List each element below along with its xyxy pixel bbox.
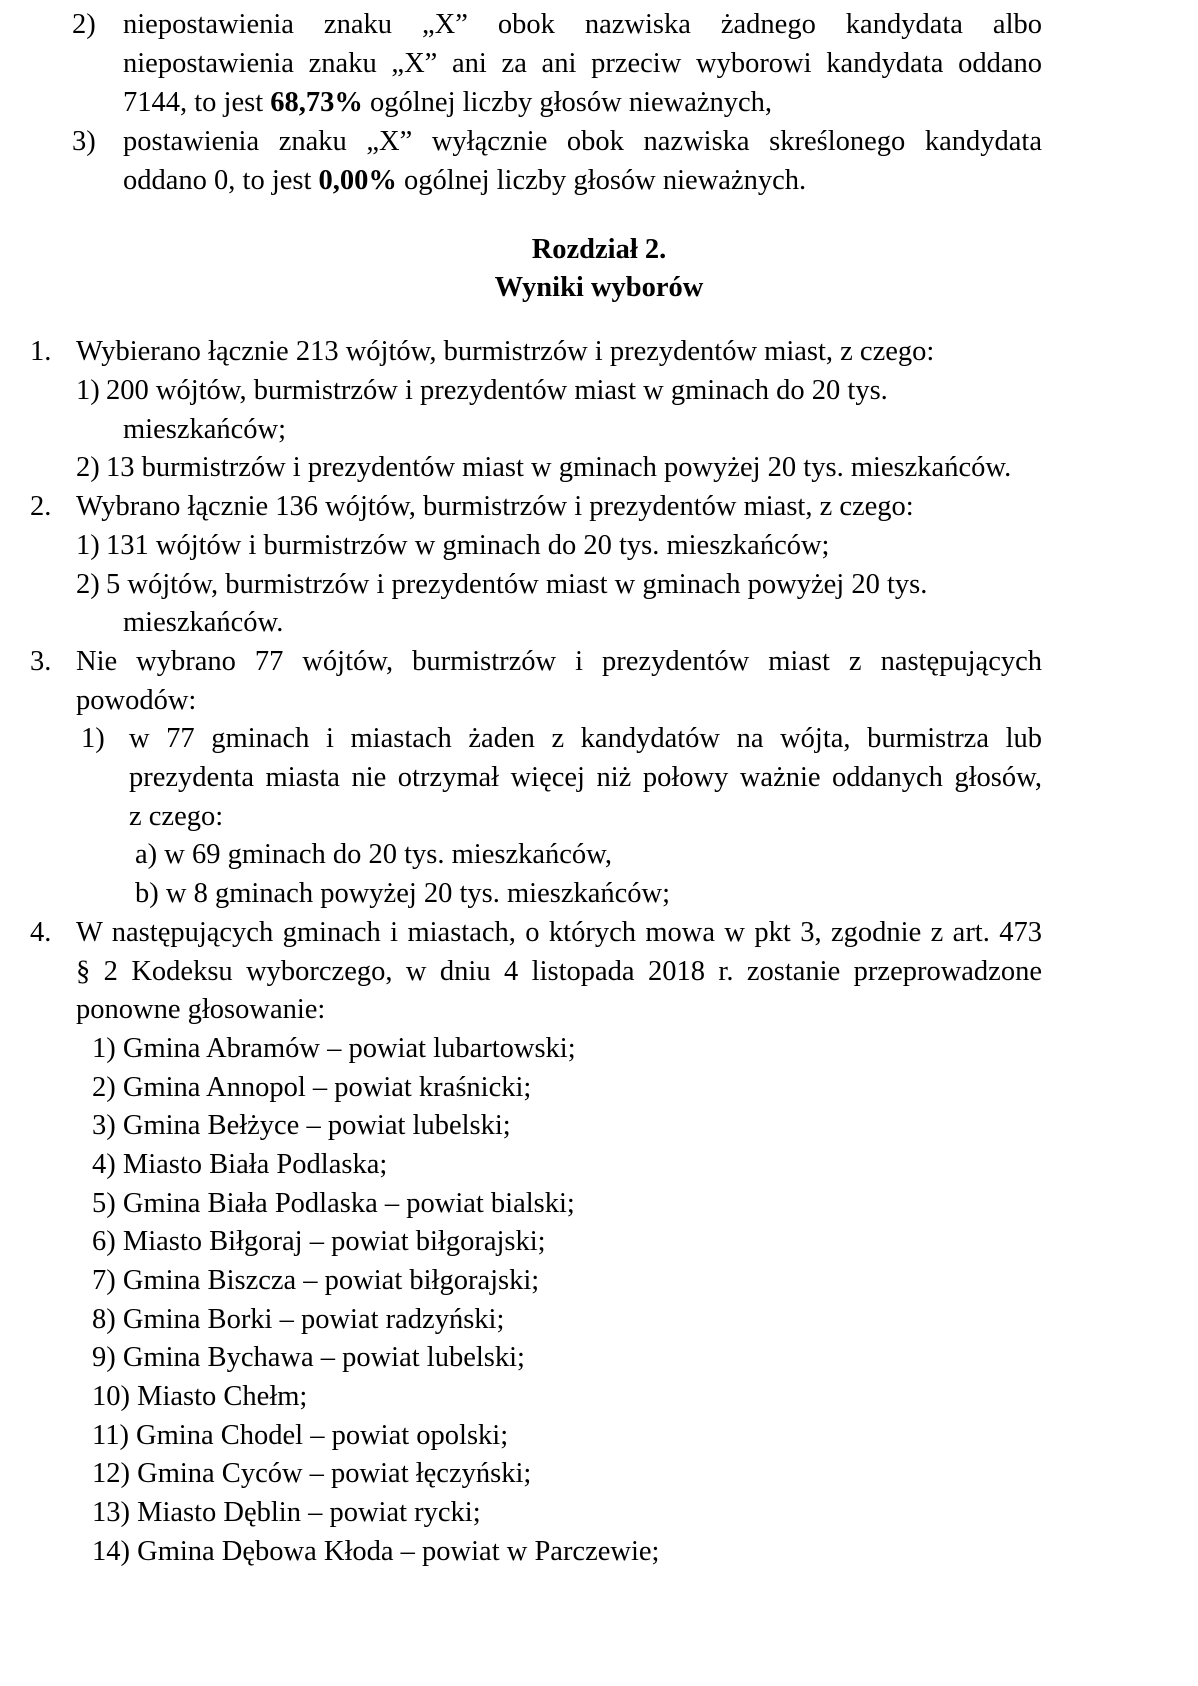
text-line: 13 burmistrzów i prezydentów miast w gminach powyżej 20 tys. mieszkańców. (106, 452, 1012, 483)
text-segment: 7144, to jest (123, 87, 271, 118)
point-number: 2. (30, 491, 52, 522)
text-line: prezydenta miasta nie otrzymał więcej niż połowy ważnie oddanych głosów, (129, 762, 1042, 793)
percentage-value: 0,00% (318, 165, 397, 196)
text-segment: oddano 0, to jest (123, 165, 319, 196)
text-line: powodów: (76, 685, 197, 716)
sub-number: 2) (76, 452, 100, 483)
text-line: ponowne głosowanie: (76, 994, 326, 1025)
municipality-entry: 12) Gmina Cyców – powiat łęczyński; (92, 1458, 532, 1489)
text-line: postawienia znaku „X” wyłącznie obok nazwiska skreślonego kandydata (123, 126, 1042, 157)
municipality-entry: 4) Miasto Biała Podlaska; (92, 1149, 388, 1180)
sub-number: 1) (76, 375, 100, 406)
text-line: Wybrano łącznie 136 wójtów, burmistrzów i prezydentów miast, z czego: (76, 491, 914, 522)
text-line: mieszkańców; (123, 414, 287, 445)
municipality-entry: 5) Gmina Biała Podlaska – powiat bialski; (92, 1188, 575, 1219)
point-number: 1. (30, 336, 52, 367)
text-line: 131 wójtów i burmistrzów w gminach do 20 tys. mieszkańców; (106, 530, 830, 561)
text-line: a) w 69 gminach do 20 tys. mieszkańców, (135, 839, 612, 870)
sub-number: 1) (76, 530, 100, 561)
chapter-subtitle: Wyniki wyborów (494, 272, 704, 303)
municipality-entry: 9) Gmina Bychawa – powiat lubelski; (92, 1342, 525, 1373)
text-line: mieszkańców. (123, 607, 284, 638)
sub-number: 1) (81, 723, 105, 754)
percentage-value: 68,73% (270, 87, 363, 118)
municipality-entry: 14) Gmina Dębowa Kłoda – powiat w Parczewie; (92, 1536, 660, 1567)
chapter-title: Rozdział 2. (531, 234, 667, 265)
text-line: 200 wójtów, burmistrzów i prezydentów miast w gminach do 20 tys. (106, 375, 888, 406)
text-line: 5 wójtów, burmistrzów i prezydentów miast w gminach powyżej 20 tys. (106, 569, 928, 600)
text-segment: ogólnej liczby głosów nieważnych, (362, 87, 773, 118)
list-number: 2) (72, 9, 96, 40)
sub-number: 2) (76, 569, 100, 600)
text-line: b) w 8 gminach powyżej 20 tys. mieszkańców; (135, 878, 671, 909)
municipality-entry: 10) Miasto Chełm; (92, 1381, 308, 1412)
point-number: 4. (30, 917, 52, 948)
municipality-entry: 1) Gmina Abramów – powiat lubartowski; (92, 1033, 576, 1064)
municipality-entry: 7) Gmina Biszcza – powiat biłgorajski; (92, 1265, 540, 1296)
municipality-entry: 11) Gmina Chodel – powiat opolski; (92, 1420, 509, 1451)
text-line (123, 162, 806, 201)
text-segment: ogólnej liczby głosów nieważnych. (396, 165, 807, 196)
municipality-entry: 8) Gmina Borki – powiat radzyński; (92, 1304, 505, 1335)
text-line: Wybierano łącznie 213 wójtów, burmistrzów i prezydentów miast, z czego: (76, 336, 935, 367)
text-line: z czego: (129, 801, 224, 832)
text-line: w 77 gminach i miastach żaden z kandydatów na wójta, burmistrza lub (129, 723, 1042, 754)
text-line: niepostawienia znaku „X” obok nazwiska żadnego kandydata albo (123, 9, 1042, 40)
municipality-entry: 13) Miasto Dęblin – powiat rycki; (92, 1497, 481, 1528)
text-line: niepostawienia znaku „X” ani za ani przeciw wyborowi kandydata oddano (123, 48, 1042, 79)
municipality-entry: 2) Gmina Annopol – powiat kraśnicki; (92, 1072, 532, 1103)
text-line: Nie wybrano 77 wójtów, burmistrzów i prezydentów miast z następujących (76, 646, 1042, 677)
municipality-entry: 3) Gmina Bełżyce – powiat lubelski; (92, 1110, 511, 1141)
point-number: 3. (30, 646, 52, 677)
text-line: § 2 Kodeksu wyborczego, w dniu 4 listopada 2018 r. zostanie przeprowadzone (76, 956, 1042, 987)
municipality-entry: 6) Miasto Biłgoraj – powiat biłgorajski; (92, 1226, 546, 1257)
text-line (123, 84, 772, 123)
text-line: W następujących gminach i miastach, o których mowa w pkt 3, zgodnie z art. 473 (76, 917, 1042, 948)
list-number: 3) (72, 126, 96, 157)
